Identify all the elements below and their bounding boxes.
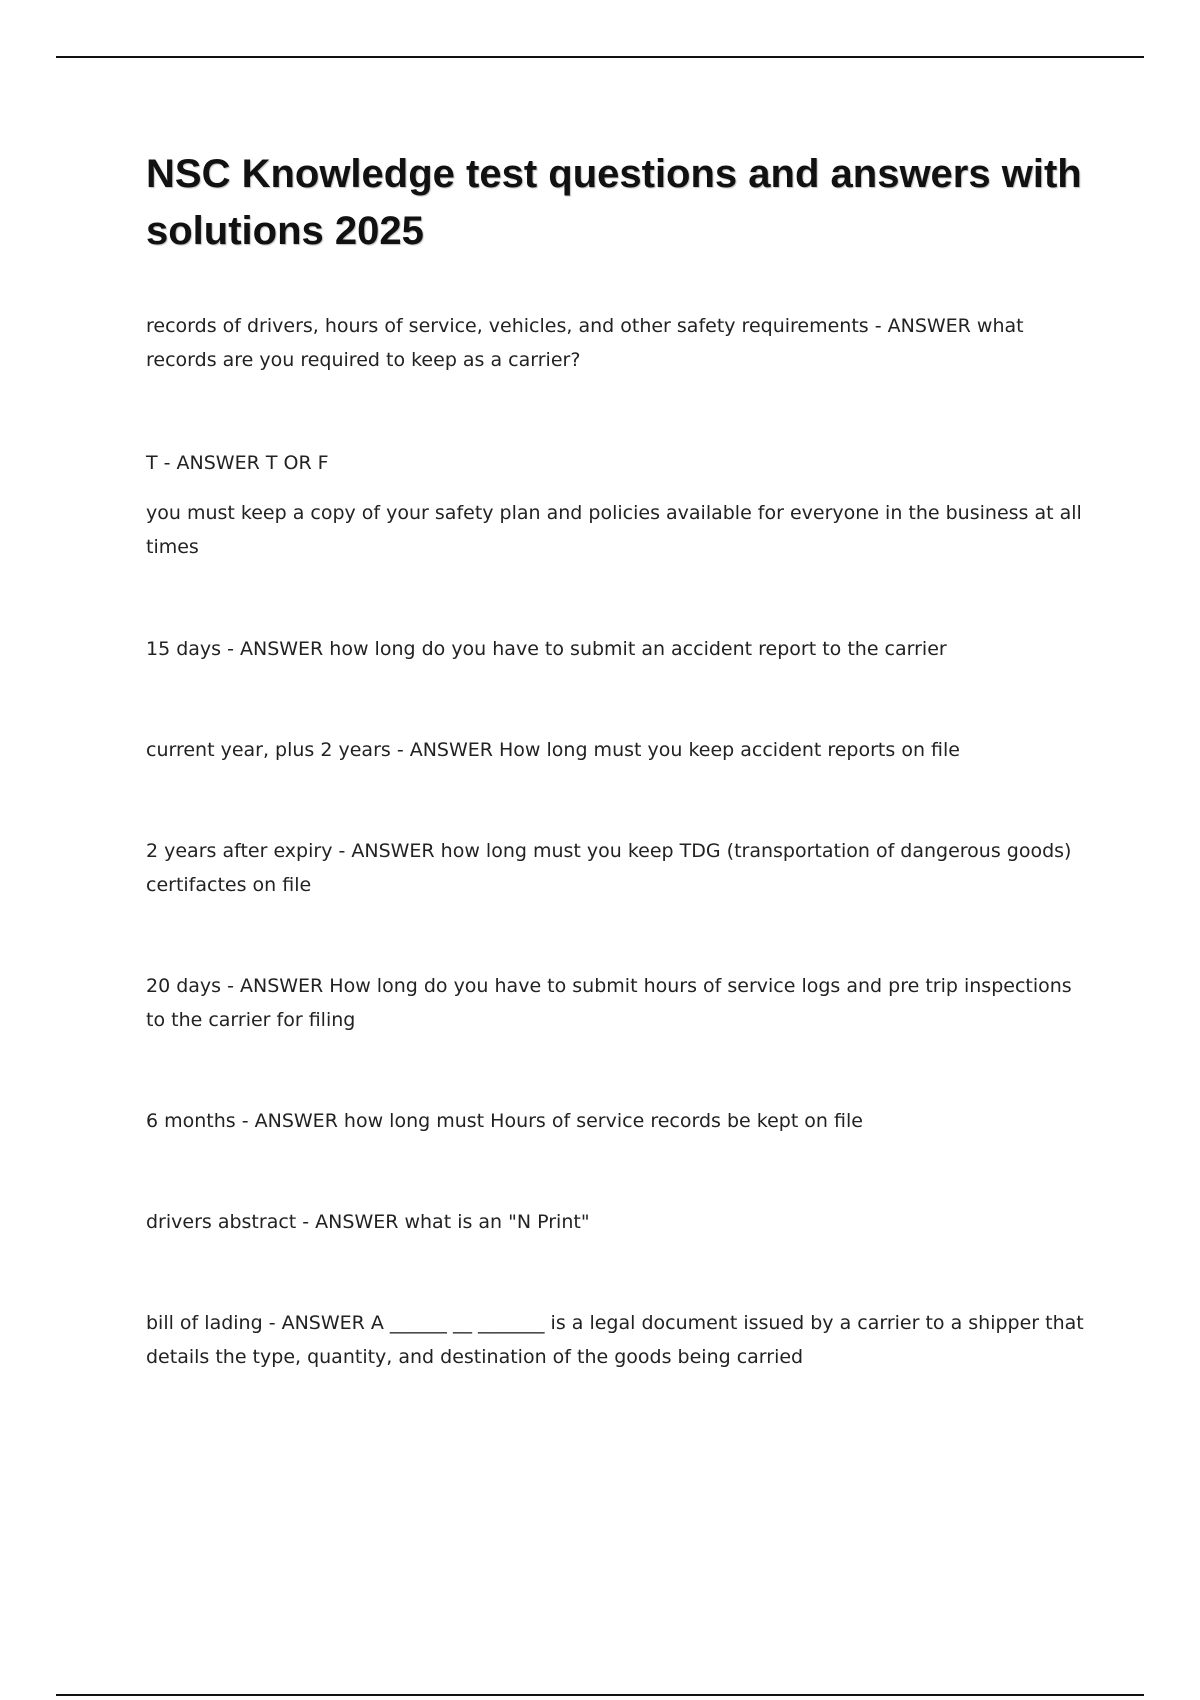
qa-paragraph: you must keep a copy of your safety plan and policies available for everyone in the business at all times xyxy=(146,502,1082,558)
qa-paragraph: 6 months - ANSWER how long must Hours of service records be kept on file xyxy=(146,1110,863,1132)
qa-paragraph: 15 days - ANSWER how long do you have to submit an accident report to the carrier xyxy=(146,638,947,660)
qa-paragraph: bill of lading - ANSWER A ______ __ _______ is a legal document issued by a carrier to a shipper that details the type, quantity, and destination of the goods being carried xyxy=(146,1312,1084,1368)
qa-paragraph: T - ANSWER T OR F xyxy=(146,452,329,474)
page-title: NSC Knowledge test questions and answers with solutions 2025 xyxy=(146,152,1082,253)
qa-paragraph: drivers abstract - ANSWER what is an "N Print" xyxy=(146,1211,590,1233)
qa-paragraph: current year, plus 2 years - ANSWER How long must you keep accident reports on file xyxy=(146,739,960,761)
qa-paragraph: 20 days - ANSWER How long do you have to submit hours of service logs and pre trip inspections to the carrier for filing xyxy=(146,975,1072,1031)
bottom-rule xyxy=(56,1694,1144,1696)
top-rule xyxy=(56,56,1144,58)
qa-paragraph: 2 years after expiry - ANSWER how long must you keep TDG (transportation of dangerous goods) certifactes on file xyxy=(146,840,1072,896)
qa-paragraph: records of drivers, hours of service, vehicles, and other safety requirements - ANSWER what records are you required to keep as a carrier? xyxy=(146,315,1024,371)
